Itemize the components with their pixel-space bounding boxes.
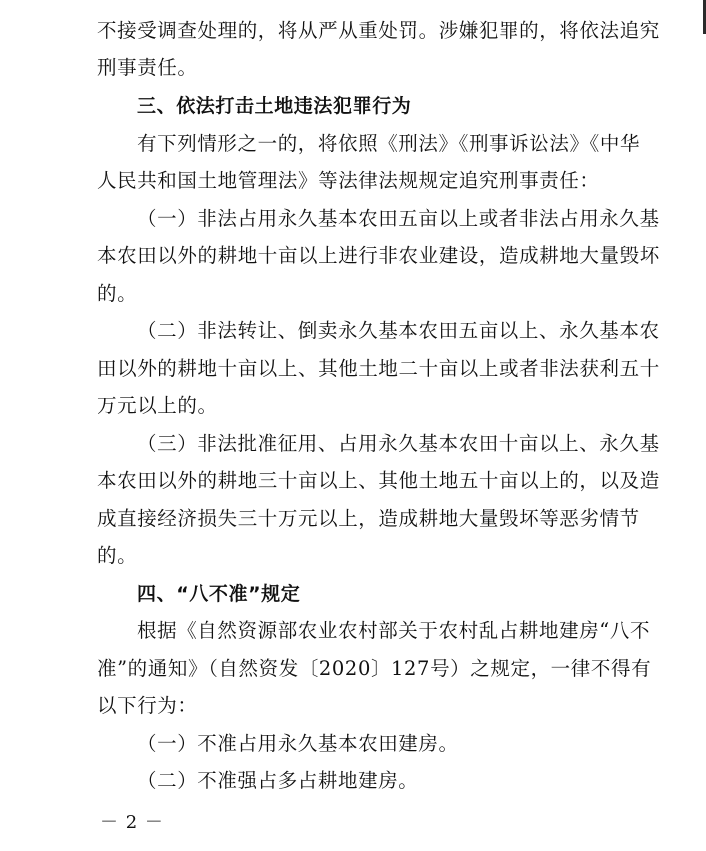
body-text-line: （二）非法转让、倒卖永久基本农田五亩以上、永久基本农: [137, 319, 660, 342]
body-text-line: （一）非法占用永久基本农田五亩以上或者非法占用永久基: [137, 207, 660, 230]
section-heading: 四、“八不准”规定: [137, 583, 301, 605]
section-heading: 三、依法打击土地违法犯罪行为: [137, 95, 412, 117]
page-number: － 2 －: [100, 812, 164, 833]
body-text-line: 刑事责任。: [97, 56, 198, 79]
body-text-line: 根据《自然资源部农业农村部关于农村乱占耕地建房“八不: [137, 619, 651, 642]
body-text-line: 本农田以外的耕地三十亩以上、其他土地五十亩以上的，以及造: [97, 469, 660, 492]
body-text-line: 本农田以外的耕地十亩以上进行非农业建设，造成耕地大量毁坏: [97, 244, 660, 267]
body-text-line: （二）不准强占多占耕地建房。: [137, 769, 419, 792]
body-text-line: 的。: [97, 282, 138, 305]
body-text-line: 不接受调查处理的，将从严从重处罚。涉嫌犯罪的，将依法追究: [97, 19, 660, 42]
body-text-line: 万元以上的。: [97, 394, 218, 417]
body-text-line: 以下行为：: [97, 694, 198, 717]
body-text-line: （三）非法批准征用、占用永久基本农田十亩以上、永久基: [137, 432, 660, 455]
body-text-line: 田以外的耕地十亩以上、其他土地二十亩以上或者非法获利五十: [97, 357, 660, 380]
body-text-line: 成直接经济损失三十万元以上，造成耕地大量毁坏等恶劣情节: [97, 507, 640, 530]
body-text-line: （一）不准占用永久基本农田建房。: [137, 732, 459, 755]
body-text-line: 的。: [97, 544, 138, 567]
body-text-line: 人民共和国土地管理法》等法律法规规定追究刑事责任：: [97, 169, 600, 192]
body-text-line: 有下列情形之一的，将依照《刑法》《刑事诉讼法》《中华: [137, 132, 641, 155]
body-text-line: 准”的通知》（自然资发〔2020〕127号）之规定，一律不得有: [97, 657, 652, 680]
